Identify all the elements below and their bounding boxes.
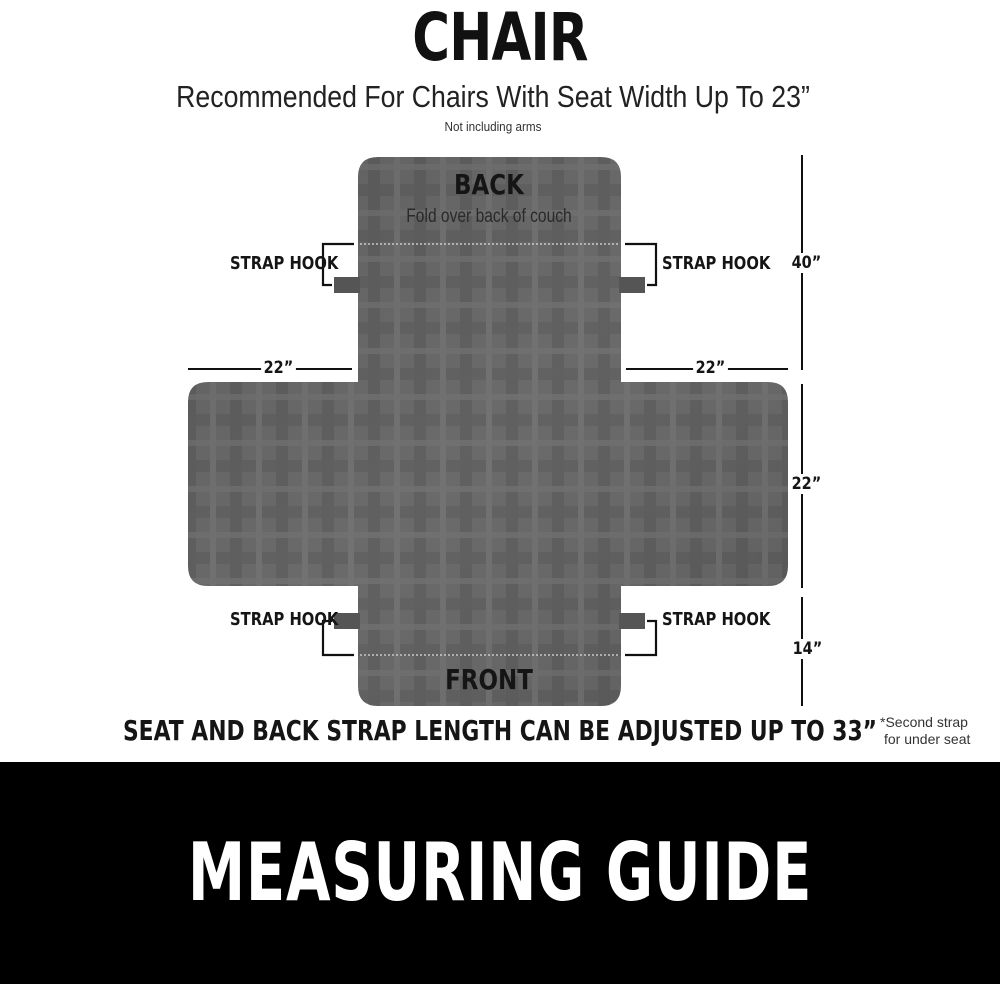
banner-title: MEASURING GUIDE <box>187 826 813 919</box>
strap-hook-label-back-right: STRAP HOOK <box>662 253 771 274</box>
strap-adjust-note: SEAT AND BACK STRAP LENGTH CAN BE ADJUSTED UP TO 33” <box>122 714 878 747</box>
back-sublabel: Fold over back of couch <box>406 206 572 227</box>
back-label: BACK <box>454 168 524 201</box>
strap-hook-label-front-left: STRAP HOOK <box>230 609 339 630</box>
dim-back-height: 40” <box>789 253 824 273</box>
subtitle: Recommended For Chairs With Seat Width Up To 23” <box>176 79 810 114</box>
dim-seat-depth: 22” <box>789 474 824 494</box>
footnote-line-2: for under seat <box>884 731 971 747</box>
dim-arm-left: 22” <box>261 358 296 378</box>
strap-hook-label-back-left: STRAP HOOK <box>230 253 339 274</box>
strap-tab-back-right <box>619 277 645 293</box>
strap-tab-front-right <box>619 613 645 629</box>
dim-arm-right: 22” <box>693 358 728 378</box>
footnote-line-1: *Second strap <box>880 714 968 730</box>
arms-note: Not including arms <box>444 119 542 134</box>
strap-tab-back-left <box>334 277 360 293</box>
page-title: CHAIR <box>412 0 588 76</box>
dim-front-drop: 14” <box>790 639 825 659</box>
front-label: FRONT <box>445 663 533 696</box>
strap-hook-label-front-right: STRAP HOOK <box>662 609 771 630</box>
footnote <box>880 714 995 748</box>
